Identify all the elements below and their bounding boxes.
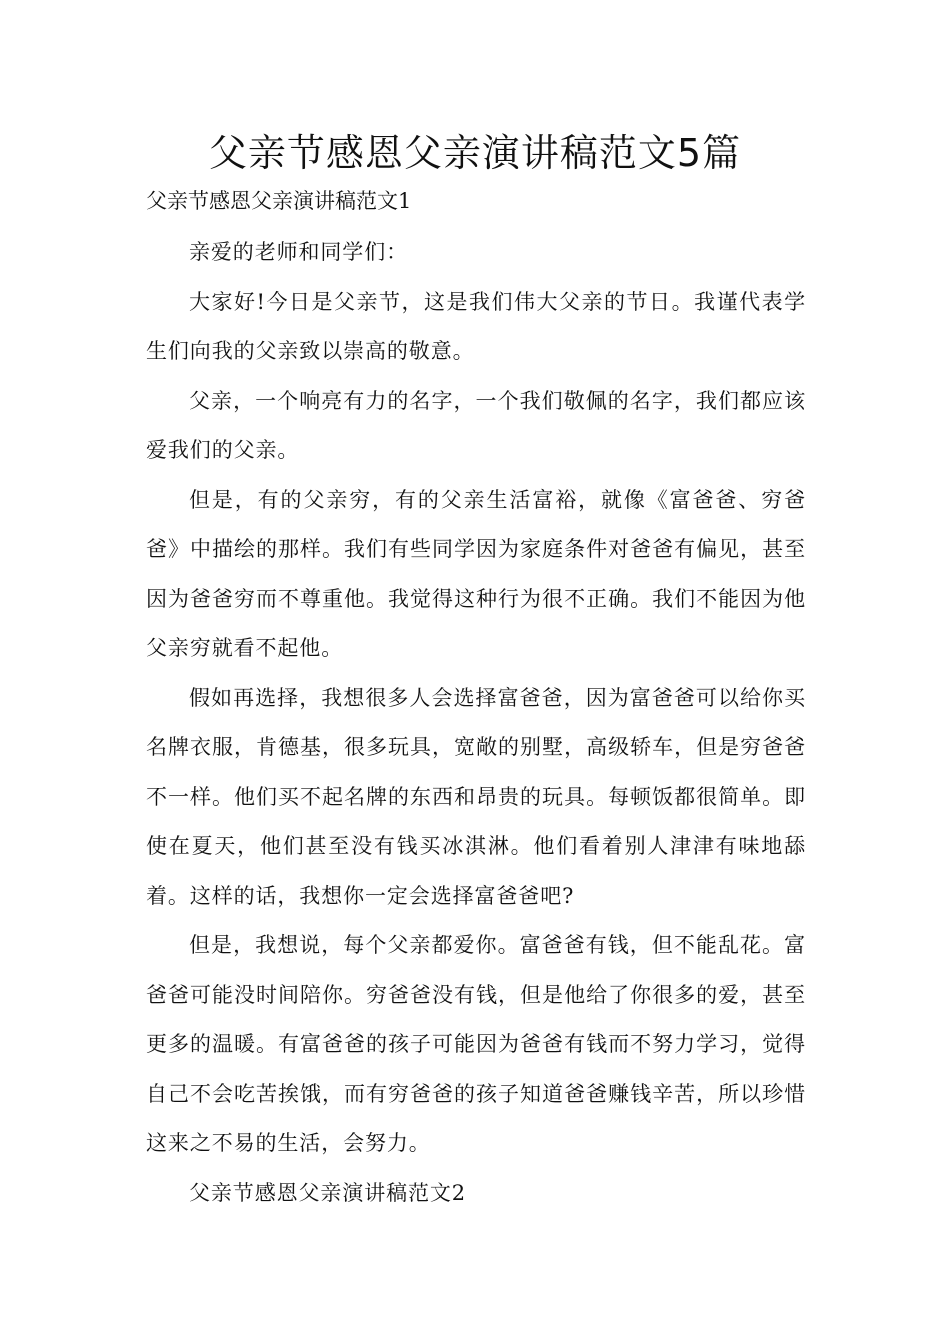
- document-body: [146, 228, 806, 1218]
- section-heading-2: 父亲节感恩父亲演讲稿范文2: [189, 1180, 467, 1205]
- body-paragraph: 父亲，一个响亮有力的名字，一个我们敬佩的名字，我们都应该爱我们的父亲。: [146, 388, 806, 462]
- body-paragraph: 但是，我想说，每个父亲都爱你。富爸爸有钱，但不能乱花。富爸爸可能没时间陪你。穷爸爸没有钱，但是他给了你很多的爱，甚至更多的温暖。有富爸爸的孩子可能因为爸爸有钱而不努力学习，觉得自己不会吃苦挨饿，而有穷爸爸的孩子知道爸爸赚钱辛苦，所以珍惜这来之不易的生活，会努力。: [146, 933, 806, 1155]
- body-paragraph: 但是，有的父亲穷，有的父亲生活富裕，就像《富爸爸、穷爸爸》中描绘的那样。我们有些同学因为家庭条件对爸爸有偏见，甚至因为爸爸穷而不尊重他。我觉得这种行为很不正确。我们不能因为他父亲穷就看不起他。: [146, 487, 806, 660]
- salutation-paragraph: 亲爱的老师和同学们：: [189, 240, 408, 264]
- body-paragraph: 大家好!今日是父亲节，这是我们伟大父亲的节日。我谨代表学生们向我的父亲致以崇高的敬意。: [146, 289, 806, 363]
- document-title: 父亲节感恩父亲演讲稿范文5篇: [208, 131, 742, 175]
- body-paragraph: 假如再选择，我想很多人会选择富爸爸，因为富爸爸可以给你买名牌衣服，肯德基，很多玩具，宽敞的别墅，高级轿车，但是穷爸爸不一样。他们买不起名牌的东西和昂贵的玩具。每顿饭都很简单。即使在夏天，他们甚至没有钱买冰淇淋。他们看着别人津津有味地舔着。这样的话，我想你一定会选择富爸爸吧?: [146, 685, 806, 908]
- section-heading-1: 父亲节感恩父亲演讲稿范文1: [146, 189, 412, 213]
